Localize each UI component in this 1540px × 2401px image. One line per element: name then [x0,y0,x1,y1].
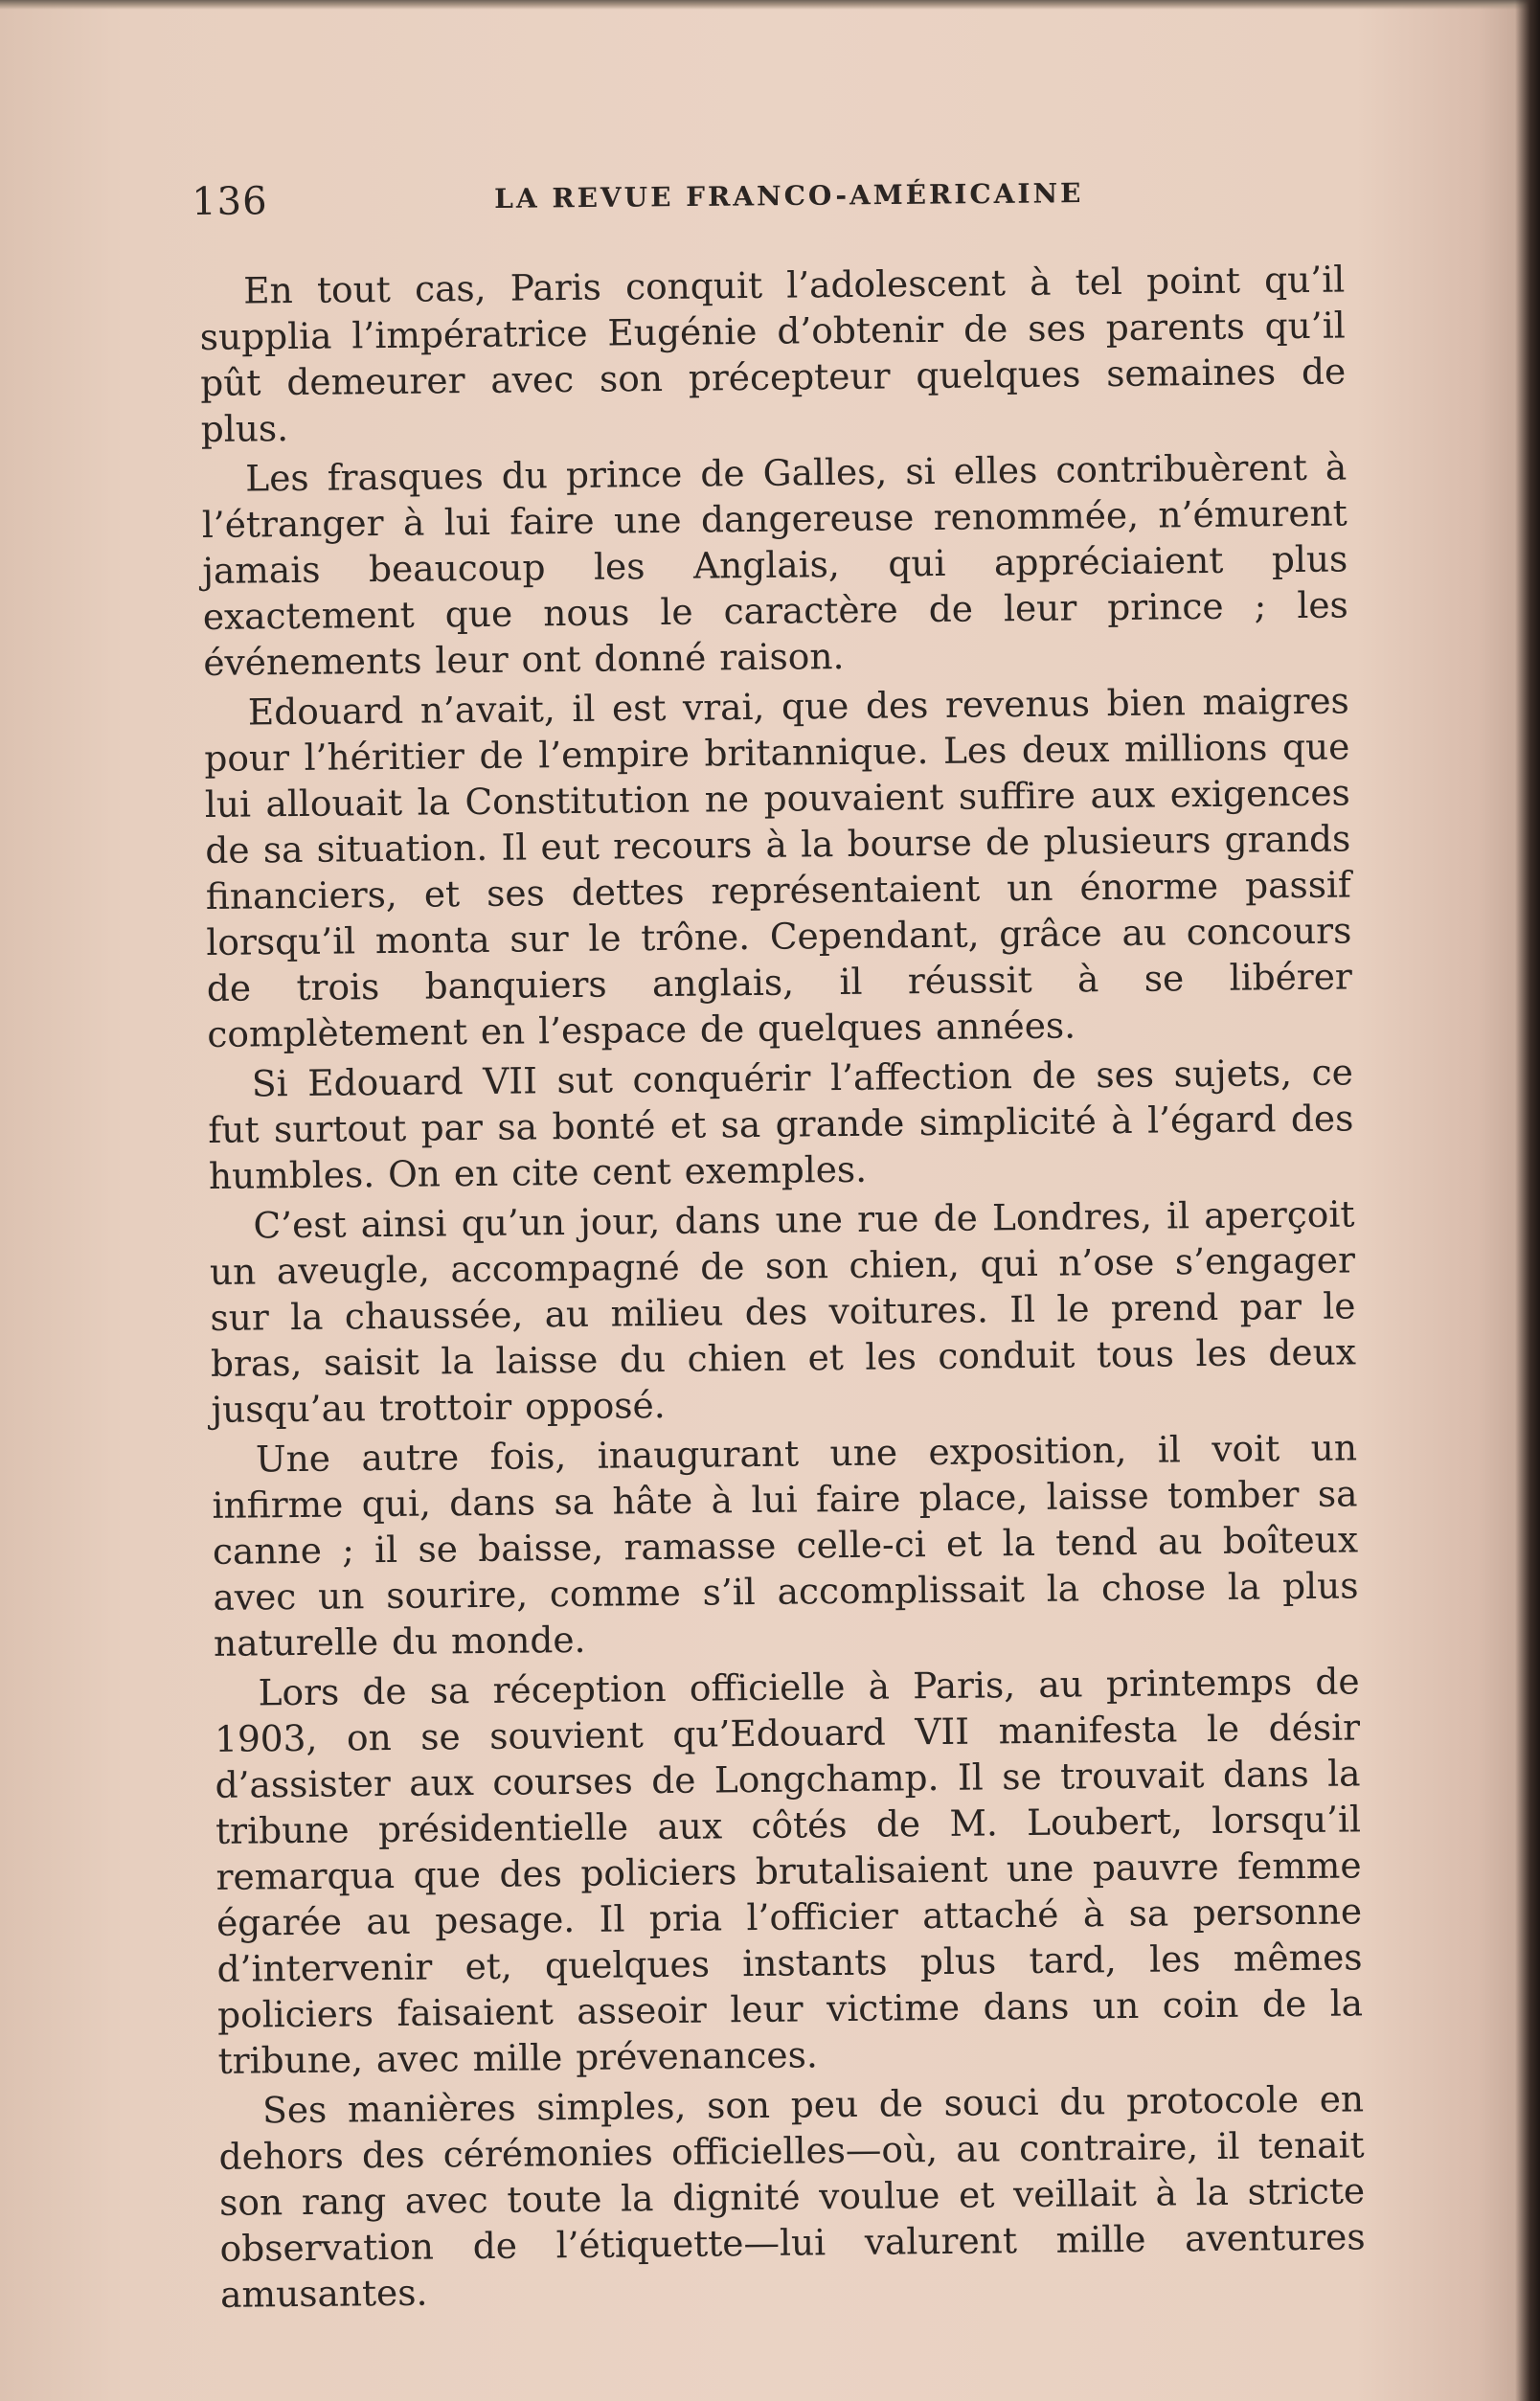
page-top-edge [0,0,1540,10]
running-title: LA REVUE FRANCO-AMÉRICAINE [494,177,1084,215]
paragraph: Si Edouard VII sut conquérir l’affection de ses sujets, ce fut surtout par sa bonté et sa grande simplicité à l’égard des humbles. On en cite cent exemples. [208,1051,1354,1197]
article-body [199,256,1366,2321]
paragraph: Lors de sa réception officielle à Paris, au printemps de 1903, on se souvient qu’Edouard VII manifesta le désir d’assister aux courses de Longchamp. Il se trouvait dans la tribune présidentielle aux côtés de M. Loubert, lorsqu’il remarqua que des policiers brutalisaient une pauvre femme égarée au pesage. Il pria l’officier attaché à sa personne d’intervenir et, quelques instants plus tard, les mêmes policiers faisaient asseoir leur victime dans un coin de la tribune, avec mille prévenances. [214,1660,1364,2082]
page-binding-shadow [1515,0,1540,2401]
paragraph: Edouard n’avait, il est vrai, que des revenus bien maigres pour l’héritier de l’empire britannique. Les deux millions que lui allouait la Constitution ne pouvaient suffire aux exigences de sa situation. Il eut recours à la bourse de plusieurs grands financiers, et ses dettes représentaient un énorme passif lorsqu’il monta sur le trône. Cependant, grâce au concours de trois banquiers anglais, il réussit à se libérer complètement en l’espace de quelques années. [204,679,1353,1055]
page-header [192,169,1360,232]
paragraph: En tout cas, Paris conquit l’adolescent à tel point qu’il supplia l’impératrice Eugénie d’obtenir de ses parents qu’il pût demeurer avec son précepteur quelques semaines de plus. [199,258,1347,450]
paragraph: C’est ainsi qu’un jour, dans une rue de Londres, il aperçoit un aveugle, accompagné de son chien, qui n’ose s’engager sur la chaussée, au milieu des voitures. Il le prend par le bras, saisit la laisse du chien et les conduit tous les deux jusqu’au trottoir opposé. [209,1192,1357,1431]
paragraph: Ses manières simples, son peu de souci du protocole en dehors des cérémonies officielles—où, au contraire, il tenait son rang avec toute la dignité voulue et veillait à la stricte observation de l’étiquette—lui valurent mille aventures amusantes. [218,2077,1366,2316]
page-number: 136 [192,179,268,224]
paragraph: Les frasques du prince de Galles, si elles contribuèrent à l’étranger à lui faire une dangereuse renommée, n’émurent jamais beaucoup les Anglais, qui appréciaient plus exactement que nous le caractère de leur prince ; les événements leur ont donné raison. [201,445,1348,684]
paragraph: Une autre fois, inaugurant une exposition, il voit un infirme qui, dans sa hâte à lui faire place, laisse tomber sa canne ; il se baisse, ramasse celle-ci et la tend au boîteux avec un sourire, comme s’il accomplissait la chose la plus naturelle du monde. [212,1426,1359,1665]
